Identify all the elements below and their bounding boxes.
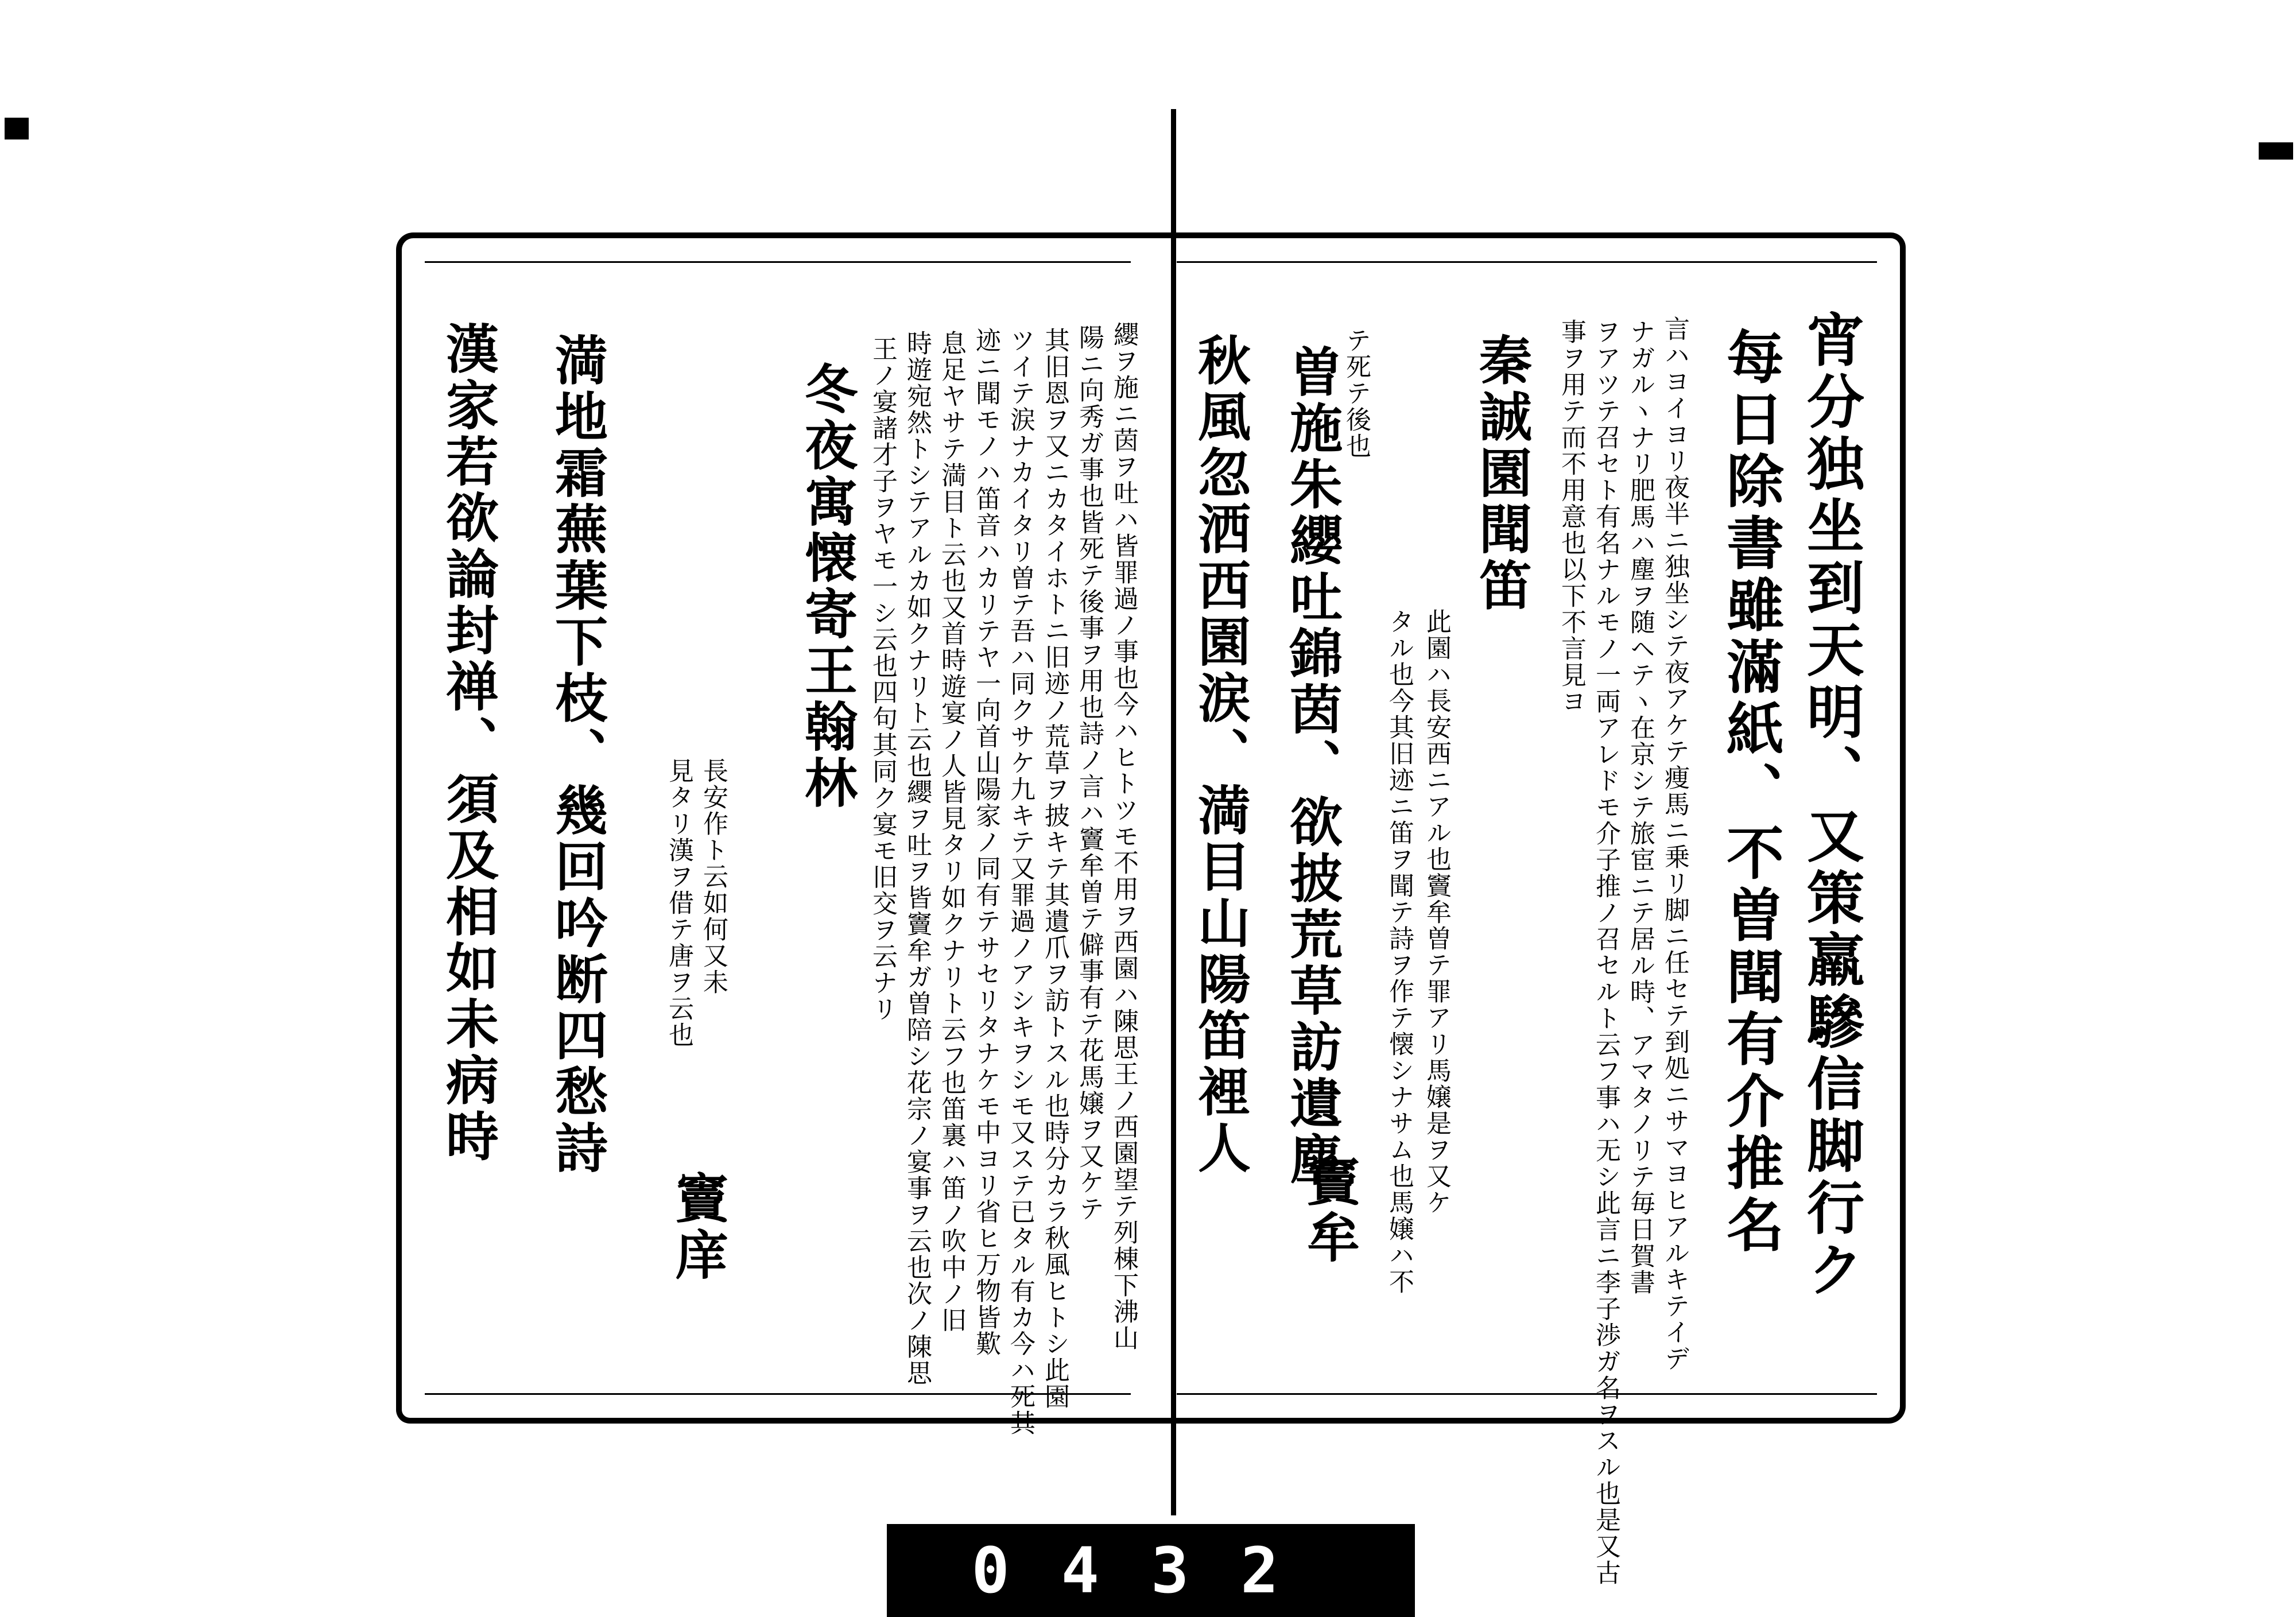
left-col-3: 其旧恩ヲ又ニカタイホトニ旧迹ノ荒草ヲ披キテ其遺爪ヲ訪トスル也時分カラ秋風ヒトシ此園 [1040, 327, 1069, 1410]
left-col-6: 息足ヤサテ満目ト云也又首時遊宴ノ人皆見タリ如クナリト云フ也笛裏ハ笛ノ吹中ノ旧 [937, 330, 966, 1333]
right-col-5: ヲアツテ召セト有名ナルモノ一両アレドモ介子推ノ召セルト云フ事ハ无シ此言ニ李子渉ガ名ヲスル也是又古 [1591, 319, 1620, 1586]
left-author: 竇庠 [667, 1171, 729, 1283]
right-col-6: 事ヲ用テ而不用意也以下不言見ヨ [1557, 319, 1586, 715]
left-col-1: 纓ヲ施ニ茵ヲ吐ハ皆罪過ノ事也今ハヒトツモ不用ヲ西園ハ陳思王ノ西園望テ列棟下沸山 [1109, 321, 1138, 1351]
left-col-5: 迹ニ聞モノハ笛音ハカリテヤ一向首山陽家ノ同有テサセリタナケモ中ヨリ省ヒ万物皆歎 [971, 327, 1000, 1357]
right-col-11: テ死テ後也 [1341, 327, 1371, 459]
book-spine [1171, 109, 1176, 1515]
right-col-3: 言ハヨイヨリ夜半ニ独坐シテ夜アケテ痩馬ニ乗リ脚ニ任セテ到処ニサマヨヒアルキテイデ [1660, 316, 1689, 1372]
right-col-2: 每日除書雖滿紙、不曽聞有介推名 [1717, 327, 1785, 1257]
right-edge-mark [2259, 142, 2293, 160]
left-page-top-rule [425, 261, 1131, 263]
right-col-10: 曽施朱纓吐錦茵、欲披荒草訪遺塵 [1281, 344, 1343, 1188]
right-author: 竇牟 [1298, 1154, 1360, 1266]
archive-number-stamp: 0432 [887, 1524, 1415, 1617]
right-page-bottom-rule [1177, 1393, 1877, 1395]
left-col-4: ツイテ涙ナカイタリ曽テ吾ハ同クサケ九キテ又罪過ノアシキヲシモ又ステ已タル有カ今ハ死其 [1006, 327, 1035, 1436]
right-col-4: ナガルヽナリ肥馬ハ塵ヲ随ヘテヽ在京シテ旅宦ニテ居ル時、アマタノリテ毎日賀書 [1626, 319, 1655, 1296]
left-col-14: 漢家若欲論封禅、須及相如未病時 [437, 321, 499, 1165]
left-col-9: 冬夜寓懐寄王翰林 [796, 362, 858, 812]
right-col-1: 宵分独坐到天明、又策羸驂信脚行ク [1797, 310, 1865, 1302]
right-page-top-rule [1177, 261, 1877, 263]
right-col-12: 秋風忽洒西園涙、満目山陽笛裡人 [1189, 333, 1251, 1177]
right-col-9: タル也今其旧迹ニ笛ヲ聞テ詩ヲ作テ懐シナサム也馬嬢ハ不 [1384, 608, 1414, 1295]
left-col-7: 時遊宛然トシテアルカ如クナリト云也纓ヲ吐ヲ皆竇牟ガ曽陪シ花宗ノ宴事ヲ云也次ノ陳思 [902, 330, 932, 1386]
left-col-10: 長安作ト云如何又未 [699, 758, 728, 995]
left-edge-mark [5, 118, 29, 139]
right-col-7: 秦誠園聞笛 [1471, 333, 1533, 614]
right-col-8: 此園ハ長安西ニアル也竇牟曽テ罪アリ馬嬢是ヲ又ケ [1422, 608, 1451, 1216]
left-col-13: 満地霜蕪葉下枝、幾回吟断四愁詩 [546, 333, 608, 1177]
left-col-8: 王ノ宴諸才子ヲヤモ一シ云也四句其同ク宴モ旧交ヲ云ナリ [868, 336, 897, 1022]
left-col-2: 陽ニ向秀ガ事也皆死テ後事ヲ用也詩ノ言ハ竇牟曽テ僻事有テ花馬嬢ヲ又ケテ [1075, 324, 1104, 1222]
left-col-11: 見タリ漢ヲ借テ唐ヲ云也 [664, 758, 693, 1048]
